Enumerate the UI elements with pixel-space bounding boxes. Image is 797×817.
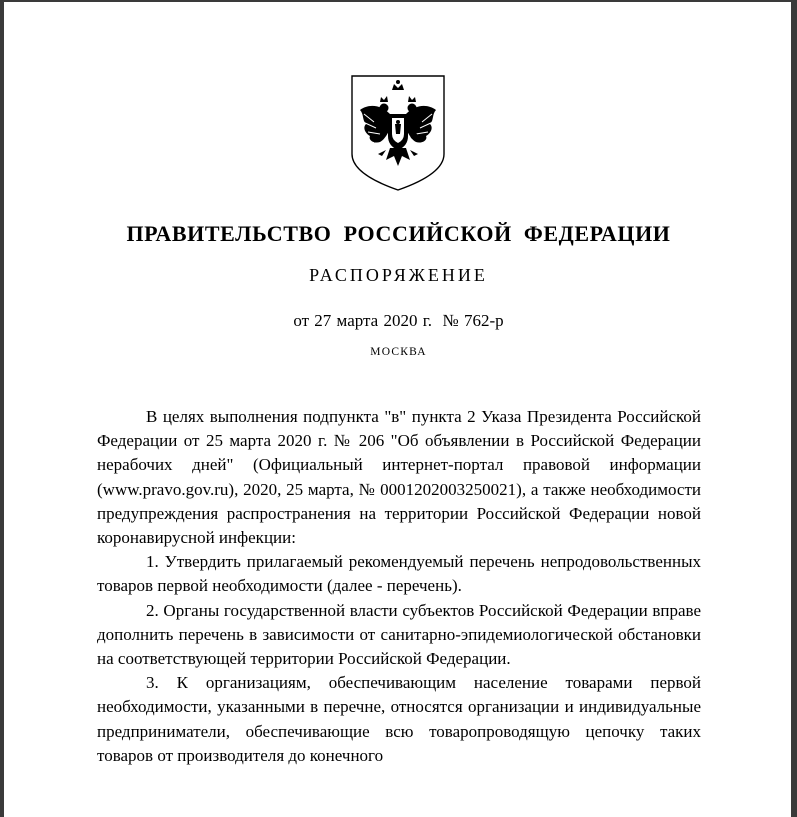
document-type: РАСПОРЯЖЕНИЕ <box>309 265 488 285</box>
paragraph-2: 2. Органы государственной власти субъектов Российской Федерации вправе дополнить перечень в зависимости от санитарно-эпидемиологической обстановки на соответствующей территории Российской Федерации. <box>97 600 701 669</box>
date-and-number: от 27 марта 2020 г. № 762-р <box>293 311 504 330</box>
coat-of-arms-icon <box>350 74 446 192</box>
paragraph-1: 1. Утвердить прилагаемый рекомендуемый перечень непродовольственных товаров первой необходимости (далее - перечень). <box>97 552 701 596</box>
city: МОСКВА <box>370 346 427 358</box>
document-body <box>97 405 701 768</box>
government-title: ПРАВИТЕЛЬСТВО РОССИЙСКОЙ ФЕДЕРАЦИИ <box>126 221 671 246</box>
window-frame-right <box>791 0 797 817</box>
paragraph-3: 3. К организациям, обеспечивающим население товарами первой необходимости, указанными в перечне, относятся организации и индивидуальные предприниматели, обеспечивающие всю товаропроводящую цепочку таких товаров от производителя до конечного <box>97 673 701 765</box>
paragraph-preamble: В целях выполнения подпункта "в" пункта 2 Указа Президента Российской Федерации от 25 марта 2020 г. № 206 "Об объявлении в Российской Федерации нерабочих дней" (Официальный интернет-портал правовой информации (www.pravo.gov.ru), 2020, 25 марта, № 0001202003250021), а также необходимости предупреждения распространения на территории Российской Федерации новой коронавирусной инфекции: <box>97 407 701 548</box>
